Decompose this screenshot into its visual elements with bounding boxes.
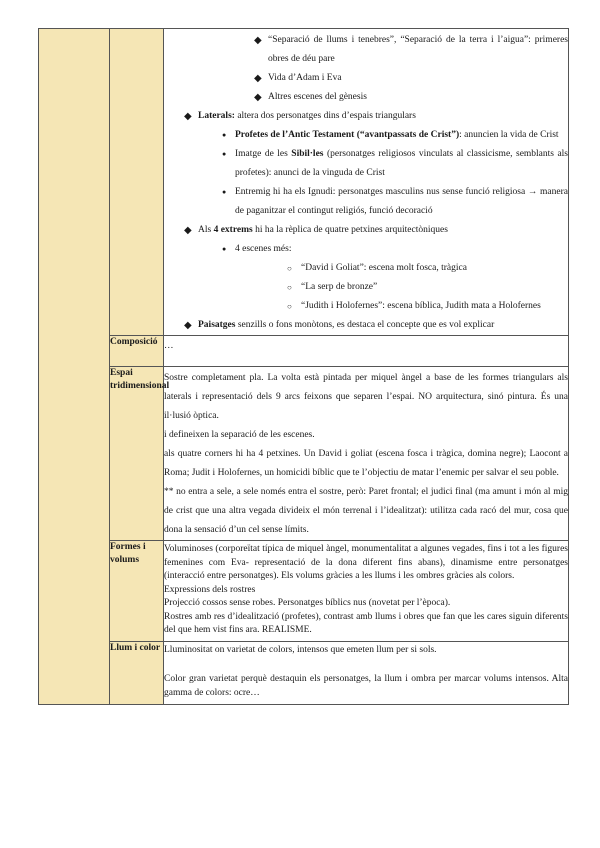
bullet-item <box>235 240 568 259</box>
espai-paragraph: als quatre corners hi ha 4 petxines. Un David i goliat (escena fosca i tràgica, domina negre); Laocont a Roma; Judit i Holofernes, un homicidi bíblic que te l’objectiu de matar l’enemic per salvar el seu poble. <box>164 449 568 478</box>
formes-cell <box>164 541 569 642</box>
formes-paragraph: Voluminoses (corporeïtat típica de miquel àngel, monumentalitat a algunes vegades, fins i tot a les figures femenines com Eva- representació de la dona diferent fins abans), dinamisme entre personatges (interacció entre personatges). Els volums gràcies a les llums i les ombres gràcies als colors. <box>164 544 568 581</box>
bullet-prefix: Als <box>198 225 214 235</box>
bullet-item <box>301 278 568 297</box>
bullet-text: (personatges religiosos vinculats al classicisme, semblants als profetes): anunci de la vinguda de Crist <box>235 149 568 178</box>
bullet-bold-text: 4 extrems <box>213 225 253 235</box>
espai-paragraph: ** no entra a sele, a sele només entra el sostre, però: Paret frontal; el judici final (ma amunt i món al mig de crist que una altra vegada divideix el món terrenal i l’idealitzat): utilitza cada racó del mur, cosa que dona la sensació d’un cel sense límits. <box>164 487 568 535</box>
row-llum <box>39 641 569 705</box>
label-llum: Llum i color <box>110 641 164 705</box>
row-espai <box>39 367 569 541</box>
bullet-text: senzills o fons monòtons, es destaca el concepte que es vol explicar <box>235 320 495 330</box>
bullet-text: “La serp de bronze” <box>301 282 378 292</box>
bullet-text: hi ha la rèplica de quatre petxines arquitectòniques <box>252 225 448 235</box>
sostre-list <box>164 31 568 335</box>
bullet-item <box>301 297 568 316</box>
formes-paragraph: Expressions dels rostres <box>164 584 256 595</box>
bullet-item <box>268 88 568 107</box>
composicio-text: … <box>164 336 569 367</box>
analysis-table <box>38 28 569 705</box>
bullet-prefix: Imatge de les <box>235 149 292 159</box>
bullet-text: : anuncien la vida de Crist <box>459 130 559 140</box>
espai-paragraph: Sostre completament pla. La volta està pintada per miquel àngel a base de les formes triangulars als laterals i representació dels 9 arcs feixons que separen l’espai. NO arquitectura, sinó pintura. És una il·lusió òptica. <box>164 373 568 421</box>
bullet-text: “Separació de llums i tenebres”, “Separació de la terra i l’aigua”: primeres obres de déu pare <box>268 35 568 64</box>
bullet-text: Altres escenes del gènesis <box>268 92 367 102</box>
bullet-text: “Judith i Holofernes”: escena bíblica, Judith mata a Holofernes <box>301 301 541 311</box>
llum-paragraph: Color gran varietat perquè destaquin els personatges, la llum i ombra per marcar volums intensos. Alta gamma de colors: ocre… <box>164 674 568 698</box>
bullet-item <box>268 69 568 88</box>
row-sostre <box>39 29 569 336</box>
bullet-bold-text: Profetes de l’Antic Testament (“avantpassats de Crist”) <box>235 130 460 140</box>
label-cell-empty <box>110 29 164 336</box>
bullet-item <box>235 183 568 221</box>
bullet-bold-text: Paisatges <box>198 320 236 330</box>
bullet-bold-text: Sibil·les <box>291 149 324 159</box>
label-composicio: Composició <box>110 336 164 367</box>
row-formes <box>39 541 569 642</box>
formes-paragraph: Projecció cossos sense robes. Personatges bíblics nus (novetat per l’època). <box>164 598 451 608</box>
bullet-text: Entremig hi ha els Ignudi: personatges masculins nus sense funció religiosa → manera de paganitzar el contingut religiós, funció decoració <box>235 187 568 216</box>
llum-cell <box>164 641 569 705</box>
bullet-item <box>198 221 568 240</box>
left-column-shaded <box>39 29 110 705</box>
bullet-item <box>198 316 568 335</box>
bullet-bold-text: Laterals: <box>198 111 235 121</box>
bullet-item <box>268 31 568 69</box>
bullet-item <box>235 145 568 183</box>
sostre-cell <box>164 29 569 336</box>
label-formes: Formes i volums <box>110 541 164 642</box>
bullet-item <box>235 126 568 145</box>
bullet-text: 4 escenes més: <box>235 244 292 254</box>
espai-cell <box>164 367 569 541</box>
bullet-text: “David i Goliat”: escena molt fosca, tràgica <box>301 263 467 273</box>
row-composicio <box>39 336 569 367</box>
formes-paragraph: Rostres amb res d’idealització (profetes), contrast amb llums i obres que fan que les cares siguin diferents del que hem vist fins ara. REALISME. <box>164 611 568 635</box>
bullet-text: altera dos personatges dins d’espais triangulars <box>234 111 416 121</box>
llum-paragraph: Lluminositat on varietat de colors, intensos que emeten llum per si sols. <box>164 644 437 655</box>
bullet-text: Vida d’Adam i Eva <box>268 73 342 83</box>
espai-paragraph: i defineixen la separació de les escenes. <box>164 430 315 440</box>
bullet-item <box>301 259 568 278</box>
label-espai: Espai tridimensional <box>110 367 164 541</box>
bullet-item <box>198 107 568 126</box>
